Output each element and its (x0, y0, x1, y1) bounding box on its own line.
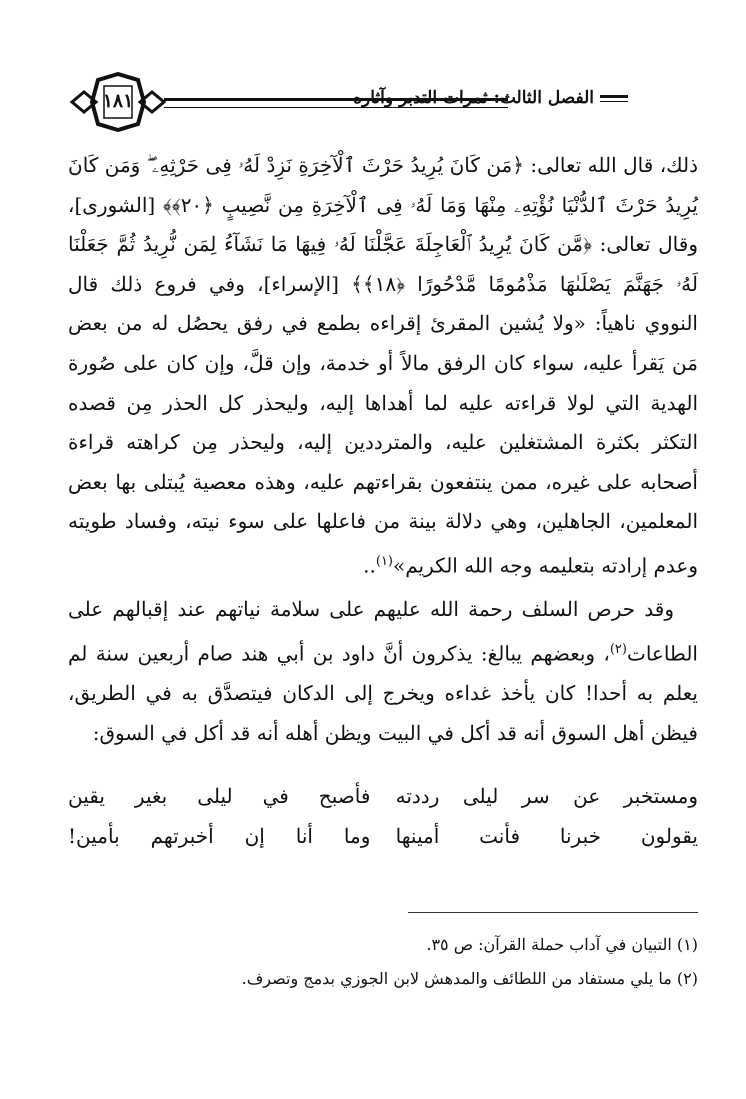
footnote-ref-2: (٢) (609, 641, 627, 657)
title-dash (600, 95, 628, 102)
paragraph-2 (68, 590, 698, 753)
paragraph-1-end: .. (363, 553, 376, 578)
poem-hemistich-second: وما أنا إن أخبرتهم بأمين! (68, 824, 371, 848)
footnote-1: (١) التبيان في آداب حملة القرآن: ص ٣٥. (426, 935, 698, 954)
poem-hemistich-first: ومستخبر عن سر ليلى رددته (395, 784, 698, 808)
footnote-2: (٢) ما يلي مستفاد من اللطائف والمدهش لابن الجوزي بدمج وتصرف. (241, 969, 698, 988)
paragraph-2-start: وقد حرص السلف رحمة الله عليهم على سلامة نياتهم عند إقبالهم على الطاعات (68, 597, 698, 666)
poem (68, 776, 698, 856)
footnote-separator (408, 912, 698, 913)
paragraph-2-rest: ، وبعضهم يبالغ: يذكرون أنَّ داود بن أبي هند صام أربعين سنة لم يعلم به أحدا! كان يأخذ غداءه ويخرج إلى الدكان فيتصدَّق به في الطريق، فيظن أهل السوق أنه قد أكل في البيت ويظن أهله أنه قد أكل في السوق: (68, 641, 698, 745)
footnotes (68, 928, 698, 996)
running-title-text: الفصل الثالث: ثمرات التدبر وآثاره (353, 88, 594, 108)
paragraph-1 (68, 146, 698, 586)
quran-verse-al-isra: ﴿مَّن كَانَ يُرِيدُ ٱلْعَاجِلَةَ عَجَّلْنَا لَهُۥ فِيهَا مَا نَشَآءُ لِمَن نُّرِيدُ ثُمَّ جَعَلْنَا لَهُۥ جَهَنَّمَ يَصْلَىٰهَا مَذْمُومًا مَّدْحُورًا ﴿١٨﴾﴾ (68, 232, 698, 296)
nawawi-quote: [الإسراء]، وفي فروع ذلك قال النووي ناهياً: «ولا يُشين المقرئ إقراءه بطمع في رفق يحصُل له من بعض مَن يَقرأ عليه، سواء كان الرفق مالاً أو خدمة، وإن قلَّ، وإن كان على صُورة الهدية التي لولا قراءته عليه لما أهداها إليه، وليحذر كل الحذر مِن قصده التكثر بكثرة المشتغلين عليه، والمترددين إليه، وليحذر مِن كراهته قراءة أصحابه على غيره، ممن ينتفعون بقراءتهم عليه، وهذه معصية يُبتلى بها بعض المعلمين، الجاهلين، وهي دلالة بينة من فاعلها على سوء نيته، وفساد طويته وعدم إرادته بتعليمه وجه الله الكريم» (68, 271, 698, 578)
running-title (353, 88, 628, 108)
paragraph-1-intro: ذلك، قال الله تعالى: (523, 153, 699, 177)
paragraph-1-transition: [الشورى]، وقال تعالى: (68, 192, 698, 257)
poem-hemistich-second: فأصبح في ليلى بغير يقين (68, 784, 371, 808)
main-text (68, 146, 698, 753)
page-number: ١٨١ (102, 90, 134, 112)
page-header (68, 72, 628, 132)
quran-verse-ash-shura: ﴿مَن كَانَ يُرِيدُ حَرْثَ ٱلْآخِرَةِ نَزِدْ لَهُۥ فِى حَرْثِهِۦ ۖ وَمَن كَانَ يُرِيدُ حَرْثَ ٱلدُّنْيَا نُؤْتِهِۦ مِنْهَا وَمَا لَهُۥ فِى ٱلْآخِرَةِ مِن نَّصِيبٍ ﴿٢٠﴾﴾ (68, 153, 698, 217)
poem-verse (68, 776, 698, 816)
poem-verse (68, 816, 698, 856)
footnote-ref-1: (١) (375, 553, 393, 569)
poem-hemistich-first: يقولون خبرنا فأنت أمينها (395, 824, 698, 848)
